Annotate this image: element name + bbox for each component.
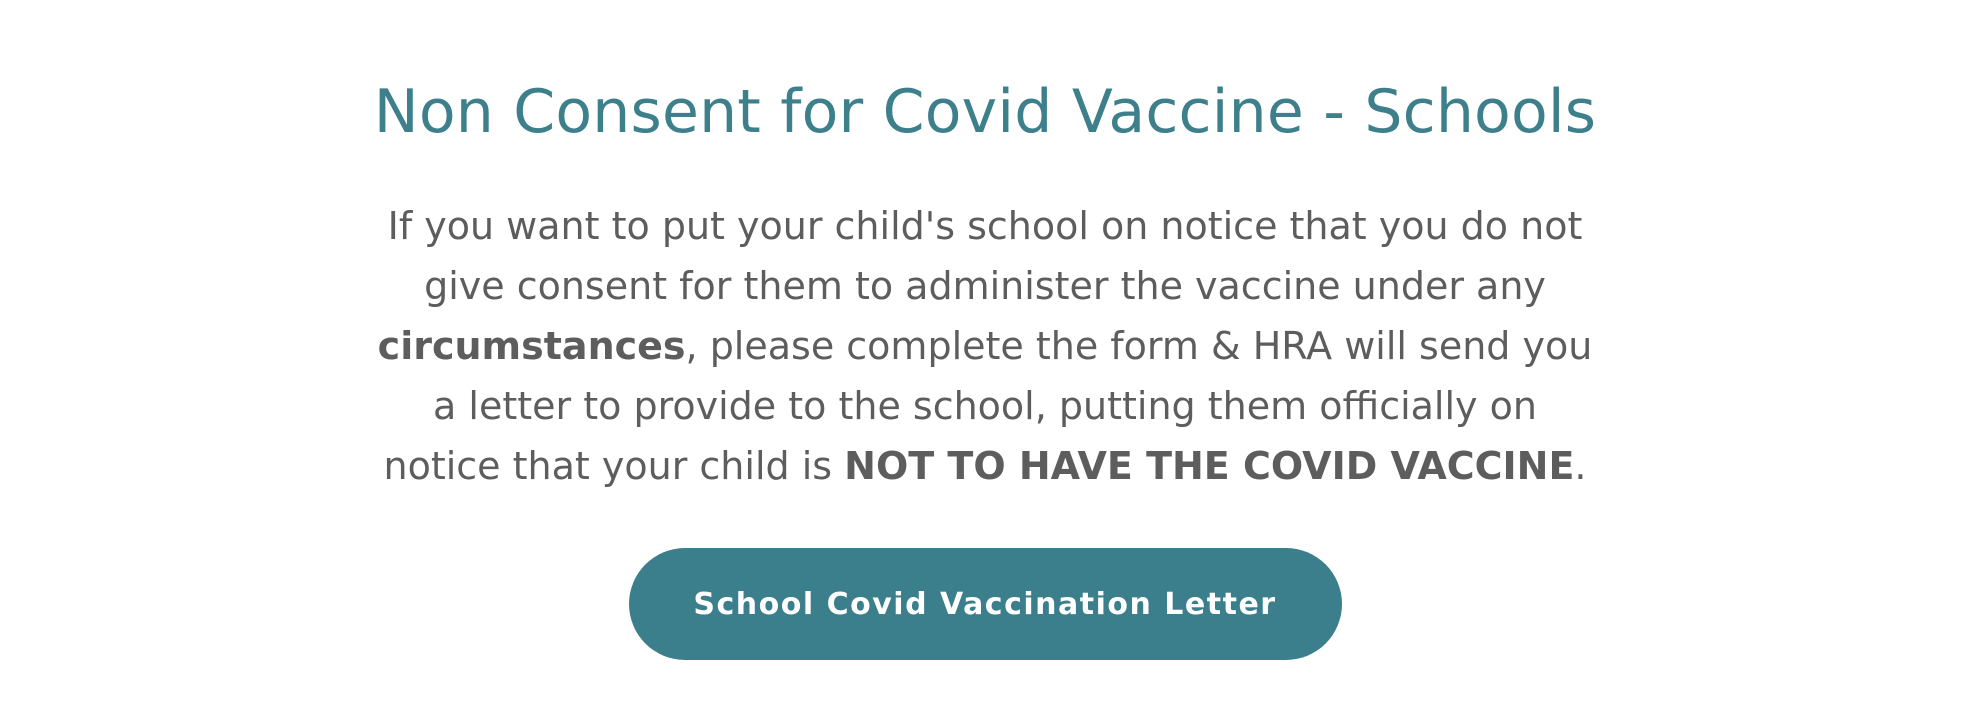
notice-bold-not-to-have: NOT TO HAVE THE COVID VACCINE bbox=[844, 444, 1575, 488]
notice-text-part-2: , please complete the form & HRA will send you a letter to provide to the school, putting them officially on notice that your child is bbox=[383, 324, 1593, 488]
page-title: Non Consent for Covid Vaccine - Schools bbox=[373, 77, 1597, 147]
notice-text-part-3: . bbox=[1574, 444, 1587, 488]
school-covid-vaccination-letter-button[interactable]: School Covid Vaccination Letter bbox=[629, 548, 1342, 660]
notice-text-part-1: If you want to put your child's school on notice that you do not give consent for them to administer the vaccine under any bbox=[387, 204, 1583, 308]
notice-paragraph bbox=[375, 196, 1595, 496]
notice-bold-circumstances: circumstances bbox=[377, 324, 686, 368]
